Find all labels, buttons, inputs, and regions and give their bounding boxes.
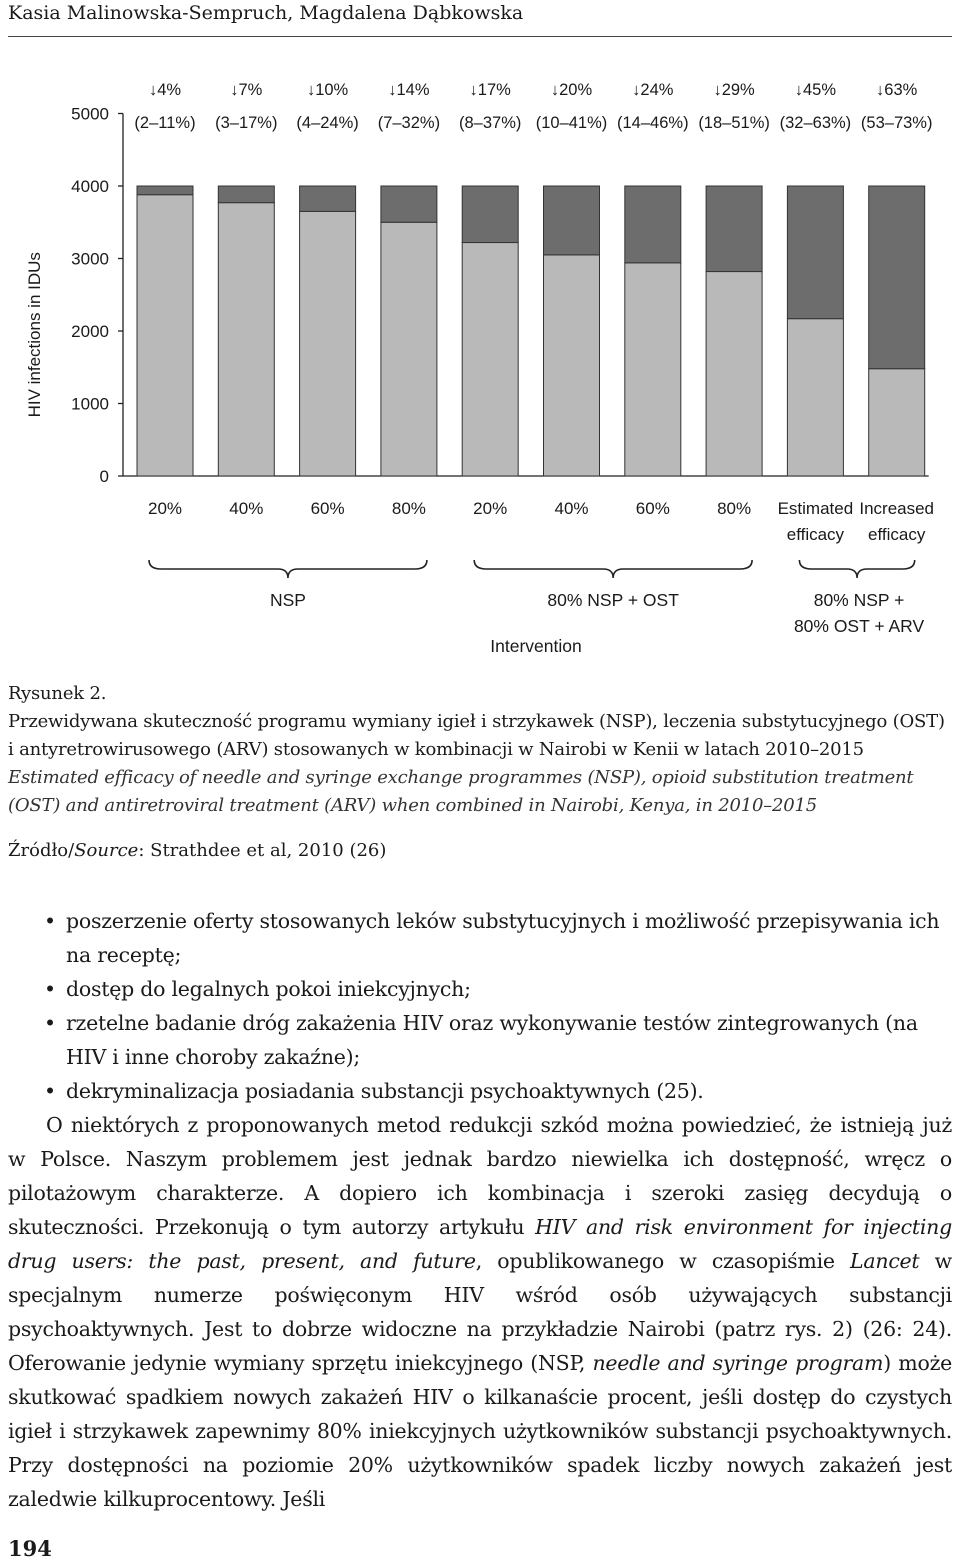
x-tick-label: 80% <box>391 499 426 518</box>
bar-segment-lower <box>787 319 843 476</box>
y-tick-label: 3000 <box>71 249 109 269</box>
bar-segment-lower <box>625 263 681 476</box>
caption-label: Rysunek 2. <box>8 683 107 704</box>
group-label: NSP <box>269 590 306 610</box>
header-rule <box>8 36 952 37</box>
reduction-label: ↓17% <box>469 81 511 99</box>
bar-segment-upper <box>869 186 925 369</box>
bar-segment-lower <box>544 255 600 476</box>
bar-segment-lower <box>706 272 762 476</box>
figure-source <box>8 840 386 861</box>
x-tick-label: 40% <box>229 499 264 518</box>
reduction-label: ↓45% <box>794 81 837 99</box>
page-number: 194 <box>8 1536 52 1561</box>
running-header: Kasia Malinowska-Sempruch, Magdalena Dąbkowska <box>8 2 524 24</box>
y-axis-label: HIV infections in IDUs <box>25 252 44 418</box>
bar-segment-upper <box>706 186 762 272</box>
group-brace <box>149 560 427 578</box>
bar-segment-upper <box>787 186 843 319</box>
y-tick-label: 0 <box>99 467 109 486</box>
bar-segment-lower <box>869 369 925 476</box>
reduction-label: ↓10% <box>306 81 349 99</box>
article-title: HIV and risk environment for injecting drug users: the past, present, and future <box>8 1215 952 1273</box>
y-tick-label: 1000 <box>71 394 109 414</box>
bar-segment-lower <box>381 222 437 476</box>
range-label: (32–63%) <box>779 114 852 132</box>
bar-segment-upper <box>137 186 193 195</box>
range-label: (4–24%) <box>296 114 359 132</box>
paragraph-text: O niektórych z proponowanych metod redukcji szkód można powiedzieć, że istnieją już w Polsce. Naszym problemem jest jednak bardzo niewielka ich dostępność, wręcz o pilotażowym charakterze. A dopiero ich kombinacja i szeroki zasięg decydują o skuteczności. Przekonują o tym autorzy artykułu <box>8 1113 952 1239</box>
caption-polish: Przewidywana skuteczność programu wymiany igieł i strzykawek (NSP), leczenia substytucyjnego (OST) i antyretrowirusowego (ARV) stosowanych w kombinacji w Nairobi w Kenii w latach 2010–2015 <box>8 711 945 760</box>
range-label: (3–17%) <box>215 114 278 132</box>
range-label: (14–46%) <box>617 114 689 132</box>
caption-english: Estimated efficacy of needle and syringe exchange programmes (NSP), opioid substitution treatment (OST) and antiretroviral treatment (ARV) when combined in Nairobi, Kenya, in 2010–2015 <box>8 767 914 816</box>
source-prefix: Źródło/ <box>8 840 75 861</box>
range-label: (10–41%) <box>535 114 608 132</box>
bar-segment-upper <box>625 186 681 263</box>
range-label: (8–37%) <box>459 114 522 132</box>
x-tick-label: efficacy <box>786 525 845 544</box>
range-label: (53–73%) <box>860 114 933 132</box>
list-item: • dekryminalizacja posiadania substancji psychoaktywnych (25). <box>8 1074 952 1108</box>
group-label: 80% NSP + <box>813 590 905 610</box>
list-item: • dostęp do legalnych pokoi iniekcyjnych; <box>8 972 952 1006</box>
figure-caption <box>8 680 952 820</box>
x-tick-label: Increased <box>859 499 935 518</box>
range-label: (18–51%) <box>698 114 770 132</box>
range-label: (7–32%) <box>377 114 441 132</box>
bar-segment-lower <box>300 211 356 476</box>
group-brace <box>799 560 914 578</box>
reduction-label: ↓14% <box>388 81 430 99</box>
group-label: 80% NSP + OST <box>547 590 679 610</box>
range-label: (2–11%) <box>134 114 196 132</box>
x-tick-label: 60% <box>635 499 670 518</box>
source-text: : Strathdee et al, 2010 (26) <box>138 840 387 861</box>
bar-segment-lower <box>137 195 193 476</box>
x-tick-label: 80% <box>717 499 752 518</box>
x-tick-label: 40% <box>554 499 589 518</box>
body-text <box>8 904 952 1516</box>
list-item: • rzetelne badanie dróg zakażenia HIV oraz wykonywanie testów zintegrowanych (na HIV i inne choroby zakaźne); <box>8 1006 952 1074</box>
y-tick-label: 2000 <box>71 322 109 341</box>
reduction-label: ↓24% <box>632 81 674 99</box>
reduction-label: ↓7% <box>230 81 263 99</box>
reduction-label: ↓20% <box>550 81 593 99</box>
y-tick-label: 5000 <box>71 104 109 124</box>
paragraph-text: , opublikowanego w czasopiśmie <box>475 1249 851 1273</box>
journal-name: Lancet <box>850 1249 920 1273</box>
reduction-label: ↓29% <box>713 81 755 99</box>
bar-segment-upper <box>462 186 518 243</box>
x-tick-label: efficacy <box>868 525 926 544</box>
bar-segment-upper <box>381 186 437 222</box>
reduction-label: ↓63% <box>876 81 918 99</box>
y-tick-label: 4000 <box>71 177 109 196</box>
list-item: • poszerzenie oferty stosowanych leków substytucyjnych i możliwość przepisywania ich na receptę; <box>8 904 952 972</box>
stacked-bar-chart <box>0 60 960 668</box>
reduction-label: ↓4% <box>148 81 182 99</box>
x-axis-label: Intervention <box>490 636 582 656</box>
bar-segment-upper <box>544 186 600 255</box>
x-tick-label: 20% <box>147 499 183 518</box>
x-tick-label: 20% <box>473 499 508 518</box>
group-brace <box>474 560 752 578</box>
bar-segment-lower <box>462 243 518 476</box>
bar-segment-lower <box>218 203 274 476</box>
nsp-term: needle and syringe program <box>592 1351 884 1375</box>
paragraph-text: w specjalnym numerze poświęconym HIV wśród osób używających substancji psychoaktywnych. Jest to dobrze widoczne na przykładzie Nairobi (patrz rys. 2) (26: 24). Oferowanie jedynie wymiany sprzętu iniekcyjnego (NSP, <box>8 1249 952 1375</box>
x-tick-label: 60% <box>310 499 345 518</box>
bar-segment-upper <box>300 186 356 211</box>
x-tick-label: Estimated <box>777 499 854 518</box>
source-word: Source <box>74 840 139 861</box>
body-paragraph <box>8 1108 952 1516</box>
bullet-list <box>8 904 952 1108</box>
paragraph-text: ) może skutkować spadkiem nowych zakażeń HIV o kilkanaście procent, jeśli dostęp do czystych igieł i strzykawek zapewnimy 80% iniekcyjnych użytkowników substancji psychoaktywnych. Przy dostępności na poziomie 20% użytkowników spadek liczby nowych zakażeń jest zaledwie kilkuprocentowy. Jeśli <box>8 1351 953 1511</box>
bar-segment-upper <box>218 186 274 203</box>
group-label: 80% OST + ARV <box>793 616 925 636</box>
